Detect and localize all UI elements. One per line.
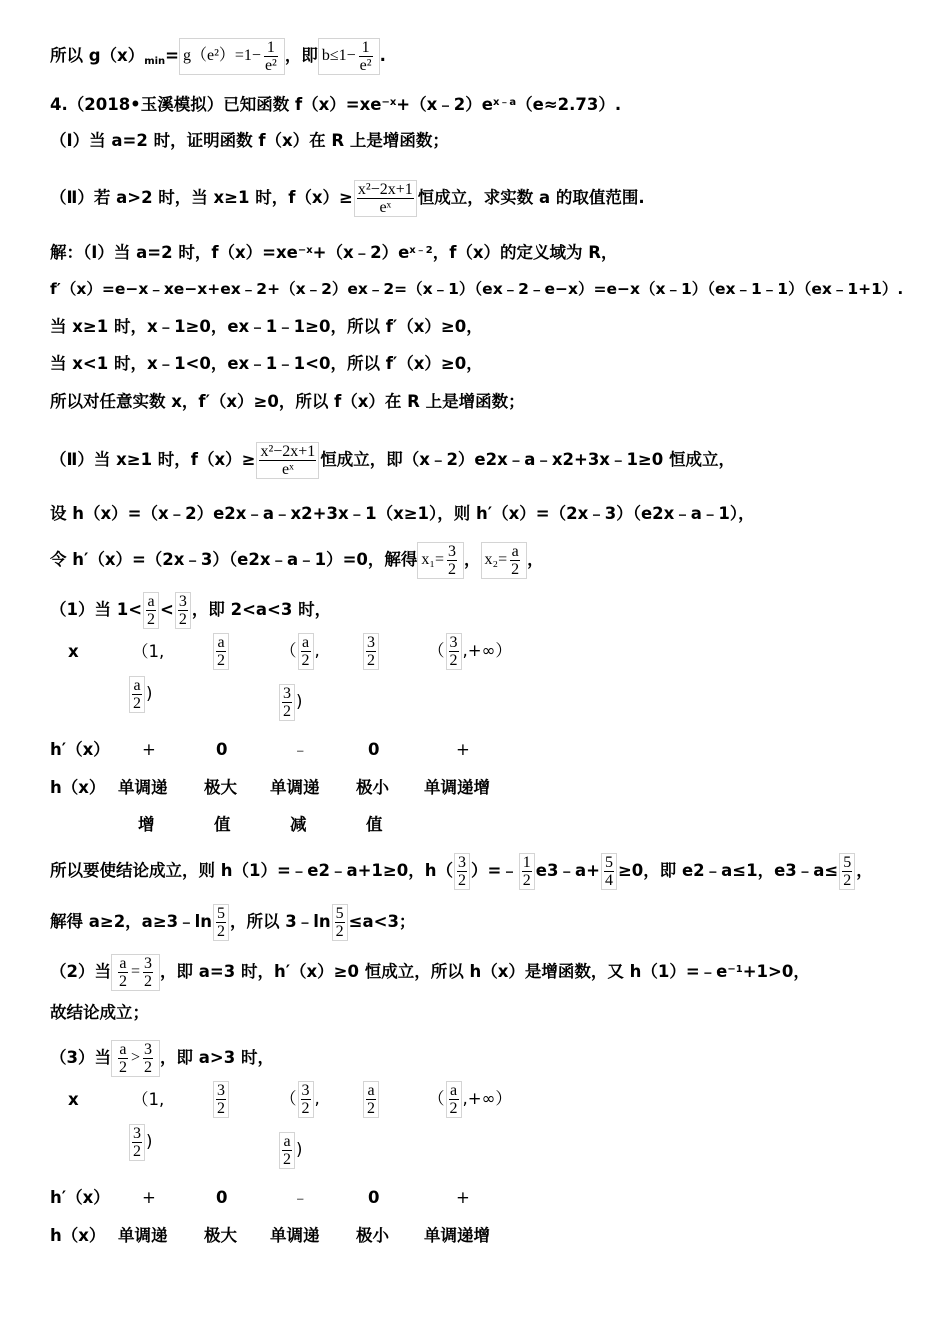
formula-gmin: g（e²）=1− $\frac{1}{\text{e²}}$: [179, 38, 285, 75]
line-gmin: 所以 $g(x)_{min}= g(e^2)=1-$ $\frac{1}{\text{e²}}$ ，即 b≤1− $\frac{1}{\text{e²}}$ .: [50, 39, 386, 74]
solution-part-2-intro: （Ⅱ）当 x≥1 时，f（x）≥ $\frac{\text{x²−2x+1}}{\text{eˣ}}$ 恒成立，即（x﹣2）e2x﹣a﹣x2+3x﹣1≥0 恒成立，: [50, 443, 735, 478]
solution-case-lt1: 当 x<1 时，x﹣1<0，ex﹣1﹣1<0，所以 f′（x）≥0，: [50, 354, 483, 373]
solution-case-ge1: 当 x≥1 时，x﹣1≥0，ex﹣1﹣1≥0，所以 f′（x）≥0，: [50, 317, 483, 336]
case-2-conclusion: 故结论成立；: [50, 1003, 149, 1022]
case-1-condition: 所以要使结论成立，则 h（1）=﹣e2﹣a+1≥0，h（ $\frac{3}{2}$ ）=﹣ $\frac{1}{2}$ e3﹣a+ $\frac{5}{4}$ ≥0，即 e2﹣a≤1，e3﹣a≤ $\frac{5}{2}$ ，: [50, 854, 873, 889]
solution-line-1: 解：（Ⅰ）当 a=2 时，$f(x)=xe^{-x}+(x﹣2)e^{x﹣2}$，f（x）的定义域为 R，: [50, 243, 618, 262]
solution-define-h: 设 h（x）=（x﹣2）e2x﹣a﹣x2+3x﹣1（x≥1），则 h′（x）=（2x﹣3）（e2x﹣a﹣1），: [50, 504, 755, 523]
question-4-part-2: （Ⅱ）若 a>2 时，当 x≥1 时，f（x）≥ $\frac{\text{x²−2x+1}}{\text{eˣ}}$ 恒成立，求实数 a 的取值范围.: [50, 181, 645, 216]
case-1-heading: （1）当 1< $\frac{a}{2}$ < $\frac{3}{2}$ ，即 2<a<3 时，: [50, 593, 332, 628]
case-1-result: 解得 a≥2，a≥3﹣ln $\frac{5}{2}$ ，所以 3﹣ln $\frac{5}{2}$ ≤a<3；: [50, 905, 416, 940]
formula-b-bound: b≤1− $\frac{1}{\text{e²}}$: [318, 38, 380, 75]
fraction-inequality: $\frac{\text{x²−2x+1}}{\text{eˣ}}$: [354, 180, 417, 217]
question-4-part-1: （Ⅰ）当 a=2 时，证明函数 f（x）在 R 上是增函数；: [50, 131, 449, 150]
solution-conclusion-1: 所以对任意实数 x，f′（x）≥0，所以 f（x）在 R 上是增函数；: [50, 392, 525, 411]
case-2: （2）当 $\frac{a}{2}$ = $\frac{3}{2}$ ，即 a=3 时，h′（x）≥0 恒成立，所以 h（x）是增函数，又 $h(1)=﹣e^{-1}+1>0$，: [50, 955, 810, 990]
case-3-heading: （3）当 $\frac{a}{2}$ > $\frac{3}{2}$ ，即 a>3 时，: [50, 1041, 274, 1076]
solution-roots: 令 h′（x）=（2x﹣3）（e2x﹣a﹣1）=0，解得 x₁= $\frac{3}{2}$ ， x₂= $\frac{a}{2}$ ，: [50, 543, 544, 578]
question-4: 4.（2018•玉溪模拟）已知函数 $f(x)=xe^{-x}+(x﹣2)e^{x﹣a}(e\approx 2.73)$.: [50, 95, 622, 114]
fraction-inequality-2: $\frac{\text{x²−2x+1}}{\text{eˣ}}$: [256, 442, 319, 479]
solution-derivative: f′（x）=e−x﹣xe−x+ex﹣2+（x﹣2）ex﹣2=（x﹣1）（ex﹣2﹣e−x）=e−x（x﹣1）（ex﹣1﹣1）（ex﹣1+1）.: [50, 280, 904, 298]
